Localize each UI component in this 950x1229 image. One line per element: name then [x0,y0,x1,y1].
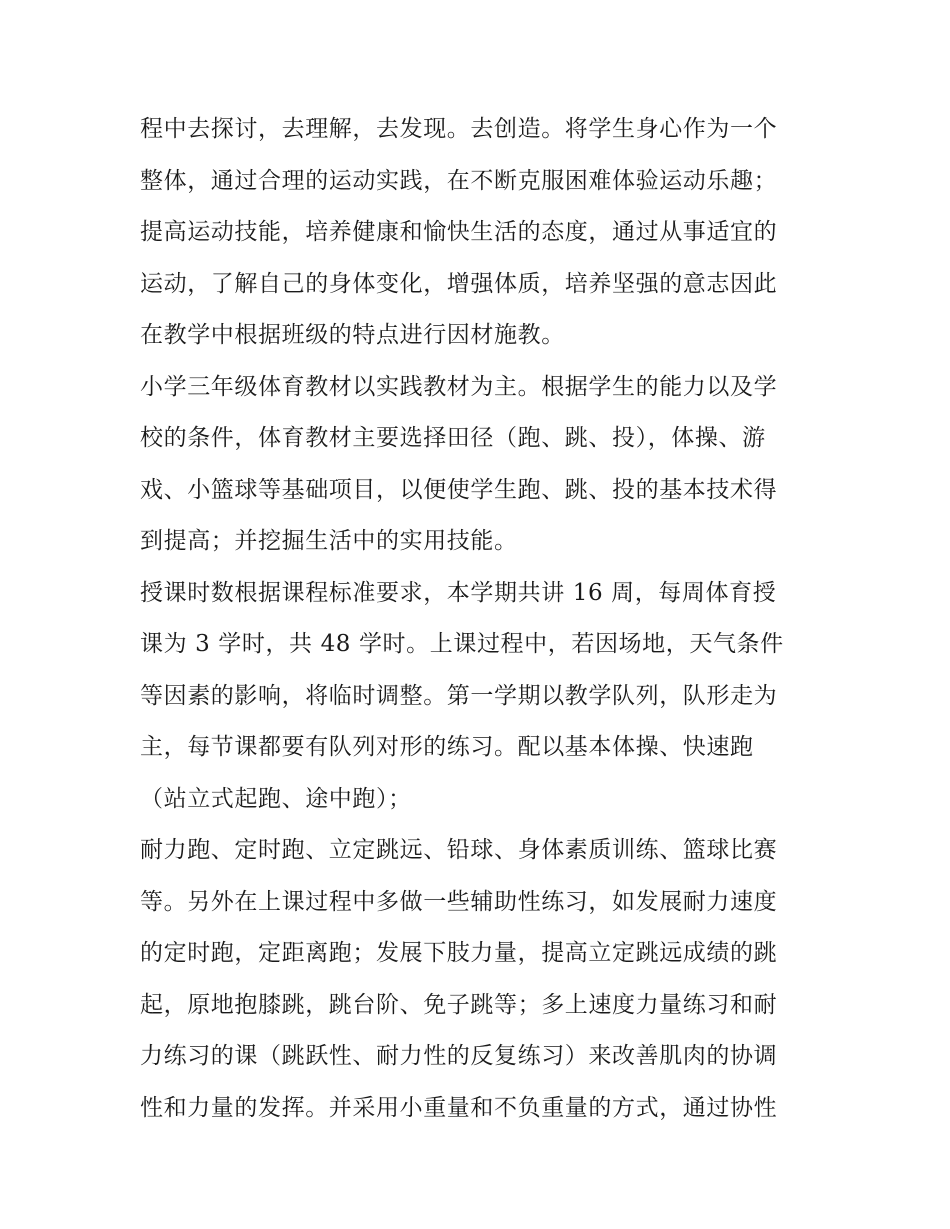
text-line: 主，每节课都要有队列对形的练习。配以基本体操、快速跑 [140,734,754,760]
text-line: 力练习的课（跳跃性、耐力性的反复练习）来改善肌肉的协调 [140,1043,778,1069]
text-line: 运动，了解自己的身体变化，增强体质，培养坚强的意志因此 [140,270,778,297]
text-line: 的定时跑，定距离跑；发展下肢力量，提高立定跳远成绩的跳 [140,940,778,966]
text-line: 在教学中根据班级的特点进行因材施教。 [140,322,565,348]
text-line: （站立式起跑、途中跑）； [140,785,412,812]
text-line: 到提高；并挖掘生活中的实用技能。 [140,528,518,554]
text-line: 课为 3 学时，共 48 学时。上课过程中，若因场地，天气条件 [140,631,784,657]
text-line: 校的条件，体育教材主要选择田径（跑、跳、投），体操、游 [140,425,766,451]
body-text [140,104,820,1134]
text-line: 程中去探讨，去理解，去发现。去创造。将学生身心作为一个 [140,116,778,142]
text-line: 戏、小篮球等基础项目，以便使学生跑、跳、投的基本技术得 [140,476,778,503]
text-line: 等。另外在上课过程中多做一些辅助性练习，如发展耐力速度 [140,888,778,915]
text-line: 起，原地抱膝跳，跳台阶、免子跳等；多上速度力量练习和耐 [140,991,778,1018]
text-line: 等因素的影响，将临时调整。第一学期以教学队列，队形走为 [140,682,778,709]
text-line: 整体，通过合理的运动实践，在不断克服困难体验运动乐趣； [140,167,778,194]
text-line: 耐力跑、定时跑、立定跳远、铅球、身体素质训练、篮球比赛 [140,837,778,863]
text-line: 授课时数根据课程标准要求，本学期共讲 16 周，每周体育授 [140,579,777,606]
text-line: 性和力量的发挥。并采用小重量和不负重量的方式，通过协性 [140,1094,778,1121]
text-line: 小学三年级体育教材以实践教材为主。根据学生的能力以及学 [140,373,778,400]
text-line: 提高运动技能，培养健康和愉快生活的态度，通过从事适宜的 [140,219,778,245]
